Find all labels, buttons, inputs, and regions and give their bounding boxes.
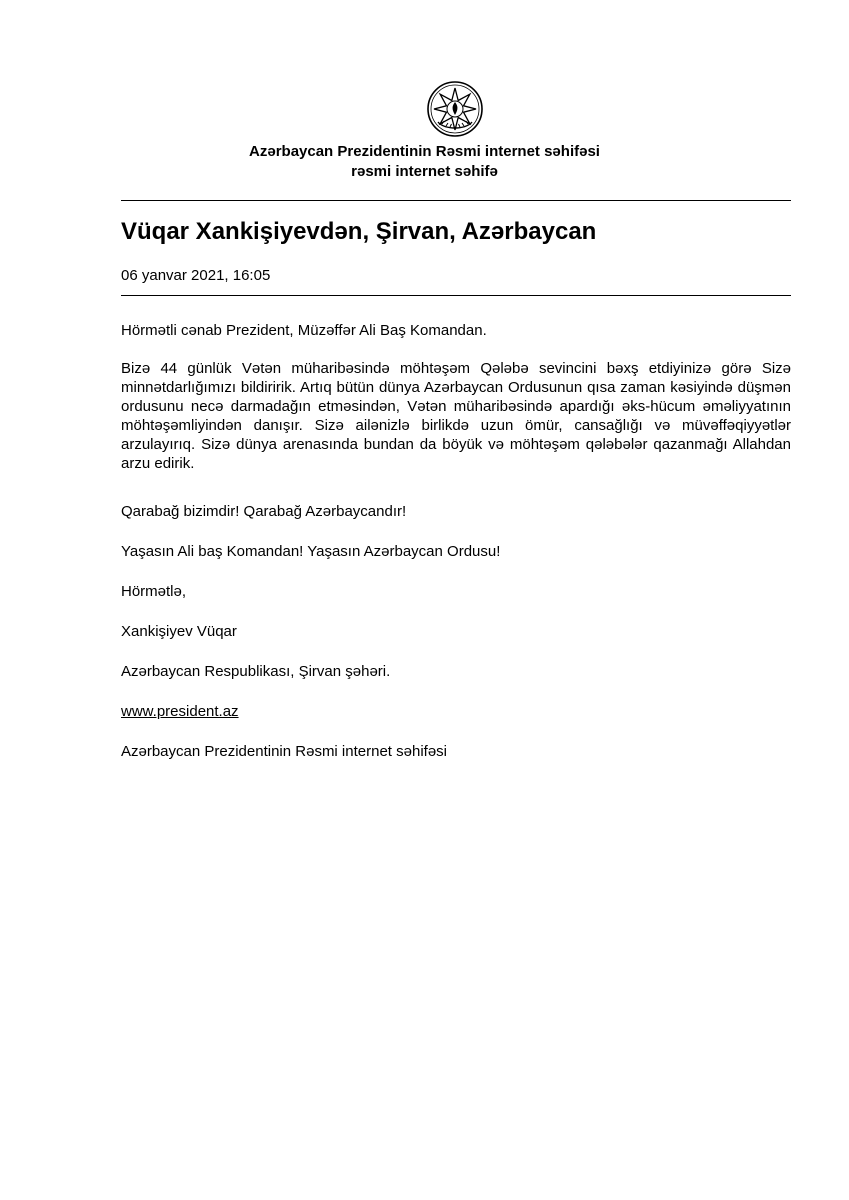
footer-site-name: Azərbaycan Prezidentinin Rəsmi internet səhifəsi xyxy=(121,743,447,760)
closing: Hörmətlə, xyxy=(121,583,187,600)
slogan-karabakh: Qarabağ bizimdir! Qarabağ Azərbaycandır! xyxy=(121,503,407,520)
publish-date: 06 yanvar 2021, 16:05 xyxy=(121,267,271,284)
location: Azərbaycan Respublikası, Şirvan şəhəri. xyxy=(121,663,391,680)
divider-below-date xyxy=(121,295,791,296)
slogan-commander: Yaşasın Ali baş Komandan! Yaşasın Azərbaycan Ordusu! xyxy=(121,543,501,560)
site-name-header: Azərbaycan Prezidentinin Rəsmi internet səhifəsi xyxy=(249,143,600,160)
site-subtitle-header: rəsmi internet səhifə xyxy=(351,163,498,180)
signature: Xankişiyev Vüqar xyxy=(121,623,237,640)
letter-body: Bizə 44 günlük Vətən müharibəsində möhtəşəm Qələbə sevincini bəxş etdiyinizə görə Sizə minnətdarlığımızı bildiririk. Artıq bütün dünya Azərbaycan Ordusunun qısa zaman kəsiyində düşmən ordusunu necə darmadağın etməsindən, Vətən müharibəsində apardığı əks-hücum əməliyyatının möhtəşəmliyindən danışır. Sizə ailənizlə birlikdə uzun ömür, cansağlığı və müvəffəqiyyətlər arzulayırıq. Sizə dünya arenasında bundan da böyük və möhtəşəm qələbələr qazanmağı Allahdan arzu edirik. xyxy=(121,360,791,472)
footer-link-wrapper xyxy=(121,702,791,721)
president-site-link[interactable]: www.president.az xyxy=(121,703,239,720)
azerbaijan-state-emblem-icon xyxy=(426,80,484,138)
salutation: Hörmətli cənab Prezident, Müzəffər Ali Baş Komandan. xyxy=(121,322,487,339)
page-title: Vüqar Xankişiyevdən, Şirvan, Azərbaycan xyxy=(121,218,597,245)
divider-top xyxy=(121,200,791,201)
